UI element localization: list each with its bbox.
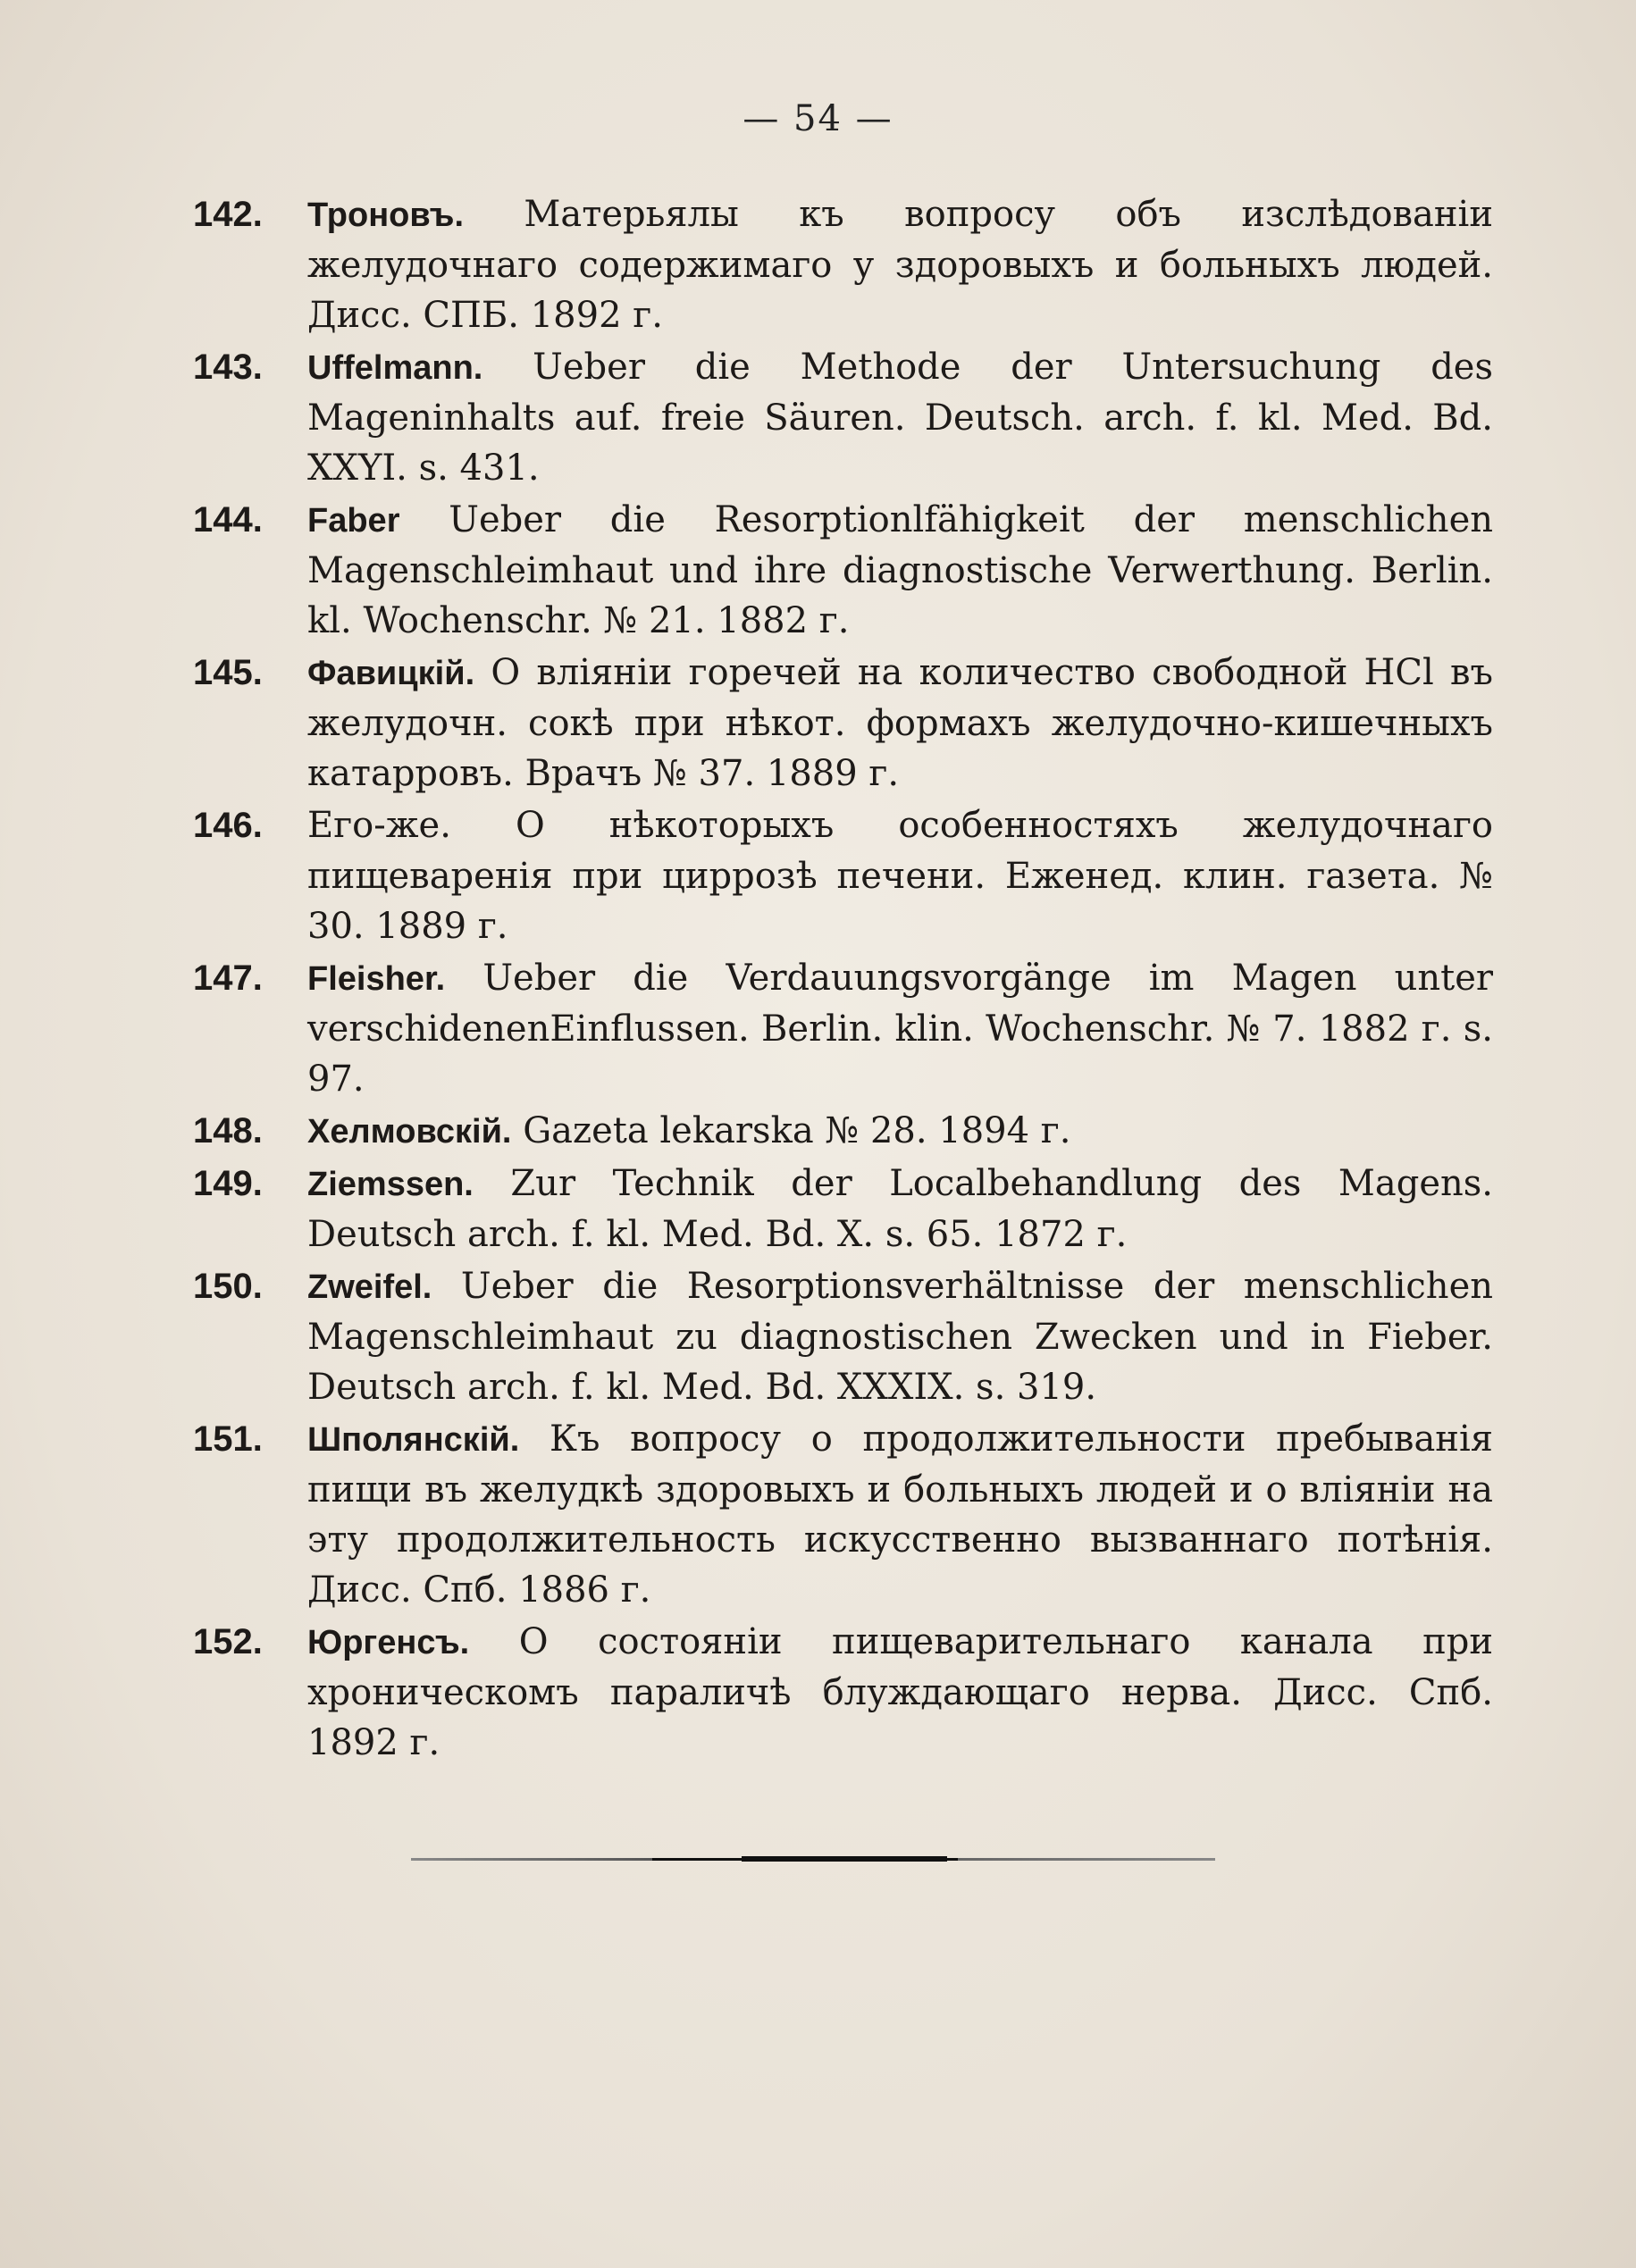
- entry-author: Юргенсъ.: [307, 1624, 470, 1661]
- entry-number: 144.: [193, 500, 263, 540]
- entry-number: 142.: [193, 195, 263, 234]
- entry-number: 145.: [193, 653, 263, 692]
- entry-author: Zweifel.: [307, 1268, 432, 1306]
- bibliography-entry-151: [193, 1414, 1493, 1615]
- entry-text: Матерьялы къ вопросу объ изслѣдованіи желудочнаго содержимаго у здоровыхъ и больныхъ людей. Дисс. СПБ. 1892 г.: [307, 194, 1493, 336]
- entry-number: 150.: [193, 1267, 263, 1306]
- entry-number: 143.: [193, 347, 263, 387]
- entry-author: Шполянскій.: [307, 1421, 520, 1459]
- entry-author: Fleisher.: [307, 960, 446, 998]
- entry-text: Ueber die Methode der Untersuchung des Mageninhalts auf. freie Säuren. Deutsch. arch. f. kl. Med. Bd. XXYI. s. 431.: [307, 347, 1493, 489]
- bibliography-entry-146: [193, 800, 1493, 951]
- entry-text: Gazeta lekarska № 28. 1894 г.: [511, 1110, 1071, 1151]
- entry-number: 152.: [193, 1622, 263, 1661]
- bibliography-list: [193, 189, 1493, 1770]
- entry-author: Ziemssen.: [307, 1166, 474, 1203]
- entry-text: Ueber die Verdauungsvorgänge im Magen unter verschidenenEinflussen. Berlin. klin. Wochenschr. № 7. 1882 г. s. 97.: [307, 958, 1493, 1100]
- entry-number: 149.: [193, 1164, 263, 1203]
- entry-author: Фавицкій.: [307, 655, 475, 692]
- entry-text: Его-же. О нѣкоторыхъ особенностяхъ желудочнаго пищеваренія при циррозѣ печени. Еженед. клин. газета. № 30. 1889 г.: [307, 805, 1493, 947]
- bibliography-entry-147: [193, 953, 1493, 1104]
- bibliography-entry-144: [193, 495, 1493, 646]
- entry-number: 151.: [193, 1419, 263, 1459]
- entry-text: Ueber die Resorptionlfähigkeit der menschlichen Magenschleimhaut und ihre diagnostische Verwerthung. Berlin. kl. Wochenschr. № 21. 1882 г.: [307, 499, 1493, 641]
- entry-text: Zur Technik der Localbehandlung des Magens. Deutsch arch. f. kl. Med. Bd. X. s. 65. 1872 г.: [307, 1163, 1493, 1255]
- bibliography-entry-152: [193, 1617, 1493, 1768]
- bibliography-entry-148: [193, 1106, 1493, 1157]
- entry-author: Хелмовскій.: [307, 1113, 512, 1151]
- entry-number: 147.: [193, 958, 263, 998]
- bibliography-entry-145: [193, 648, 1493, 799]
- entry-text: Къ вопросу о продолжительности пребыванія пищи въ желудкѣ здоровыхъ и больныхъ людей и о вліяніи на эту продолжительность искусственно вызваннаго потѣнія. Дисс. Спб. 1886 г.: [307, 1419, 1493, 1611]
- entry-number: 148.: [193, 1111, 263, 1151]
- entry-number: 146.: [193, 806, 263, 845]
- page-number: — 54 —: [742, 98, 894, 139]
- entry-author: Faber: [307, 502, 400, 540]
- bibliography-entry-150: [193, 1261, 1493, 1412]
- bibliography-entry-149: [193, 1159, 1493, 1260]
- bibliography-entry-142: [193, 189, 1493, 340]
- end-rule-center: [742, 1856, 947, 1862]
- entry-author: Троновъ.: [307, 197, 465, 234]
- entry-text: О состояніи пищеварительнаго канала при хроническомъ параличѣ блуждающаго нерва. Дисс. Спб. 1892 г.: [307, 1621, 1493, 1763]
- entry-text: О вліяніи горечей на количество свободной HCl въ желудочн. сокѣ при нѣкот. формахъ желудочно-кишечныхъ катарровъ. Врачъ № 37. 1889 г.: [307, 652, 1493, 794]
- bibliography-entry-143: [193, 342, 1493, 493]
- entry-author: Uffelmann.: [307, 349, 483, 387]
- entry-text: Ueber die Resorptionsverhältnisse der menschlichen Magenschleimhaut zu diagnostischen Zwecken und in Fieber. Deutsch arch. f. kl. Med. Bd. XXXIX. s. 319.: [307, 1266, 1493, 1408]
